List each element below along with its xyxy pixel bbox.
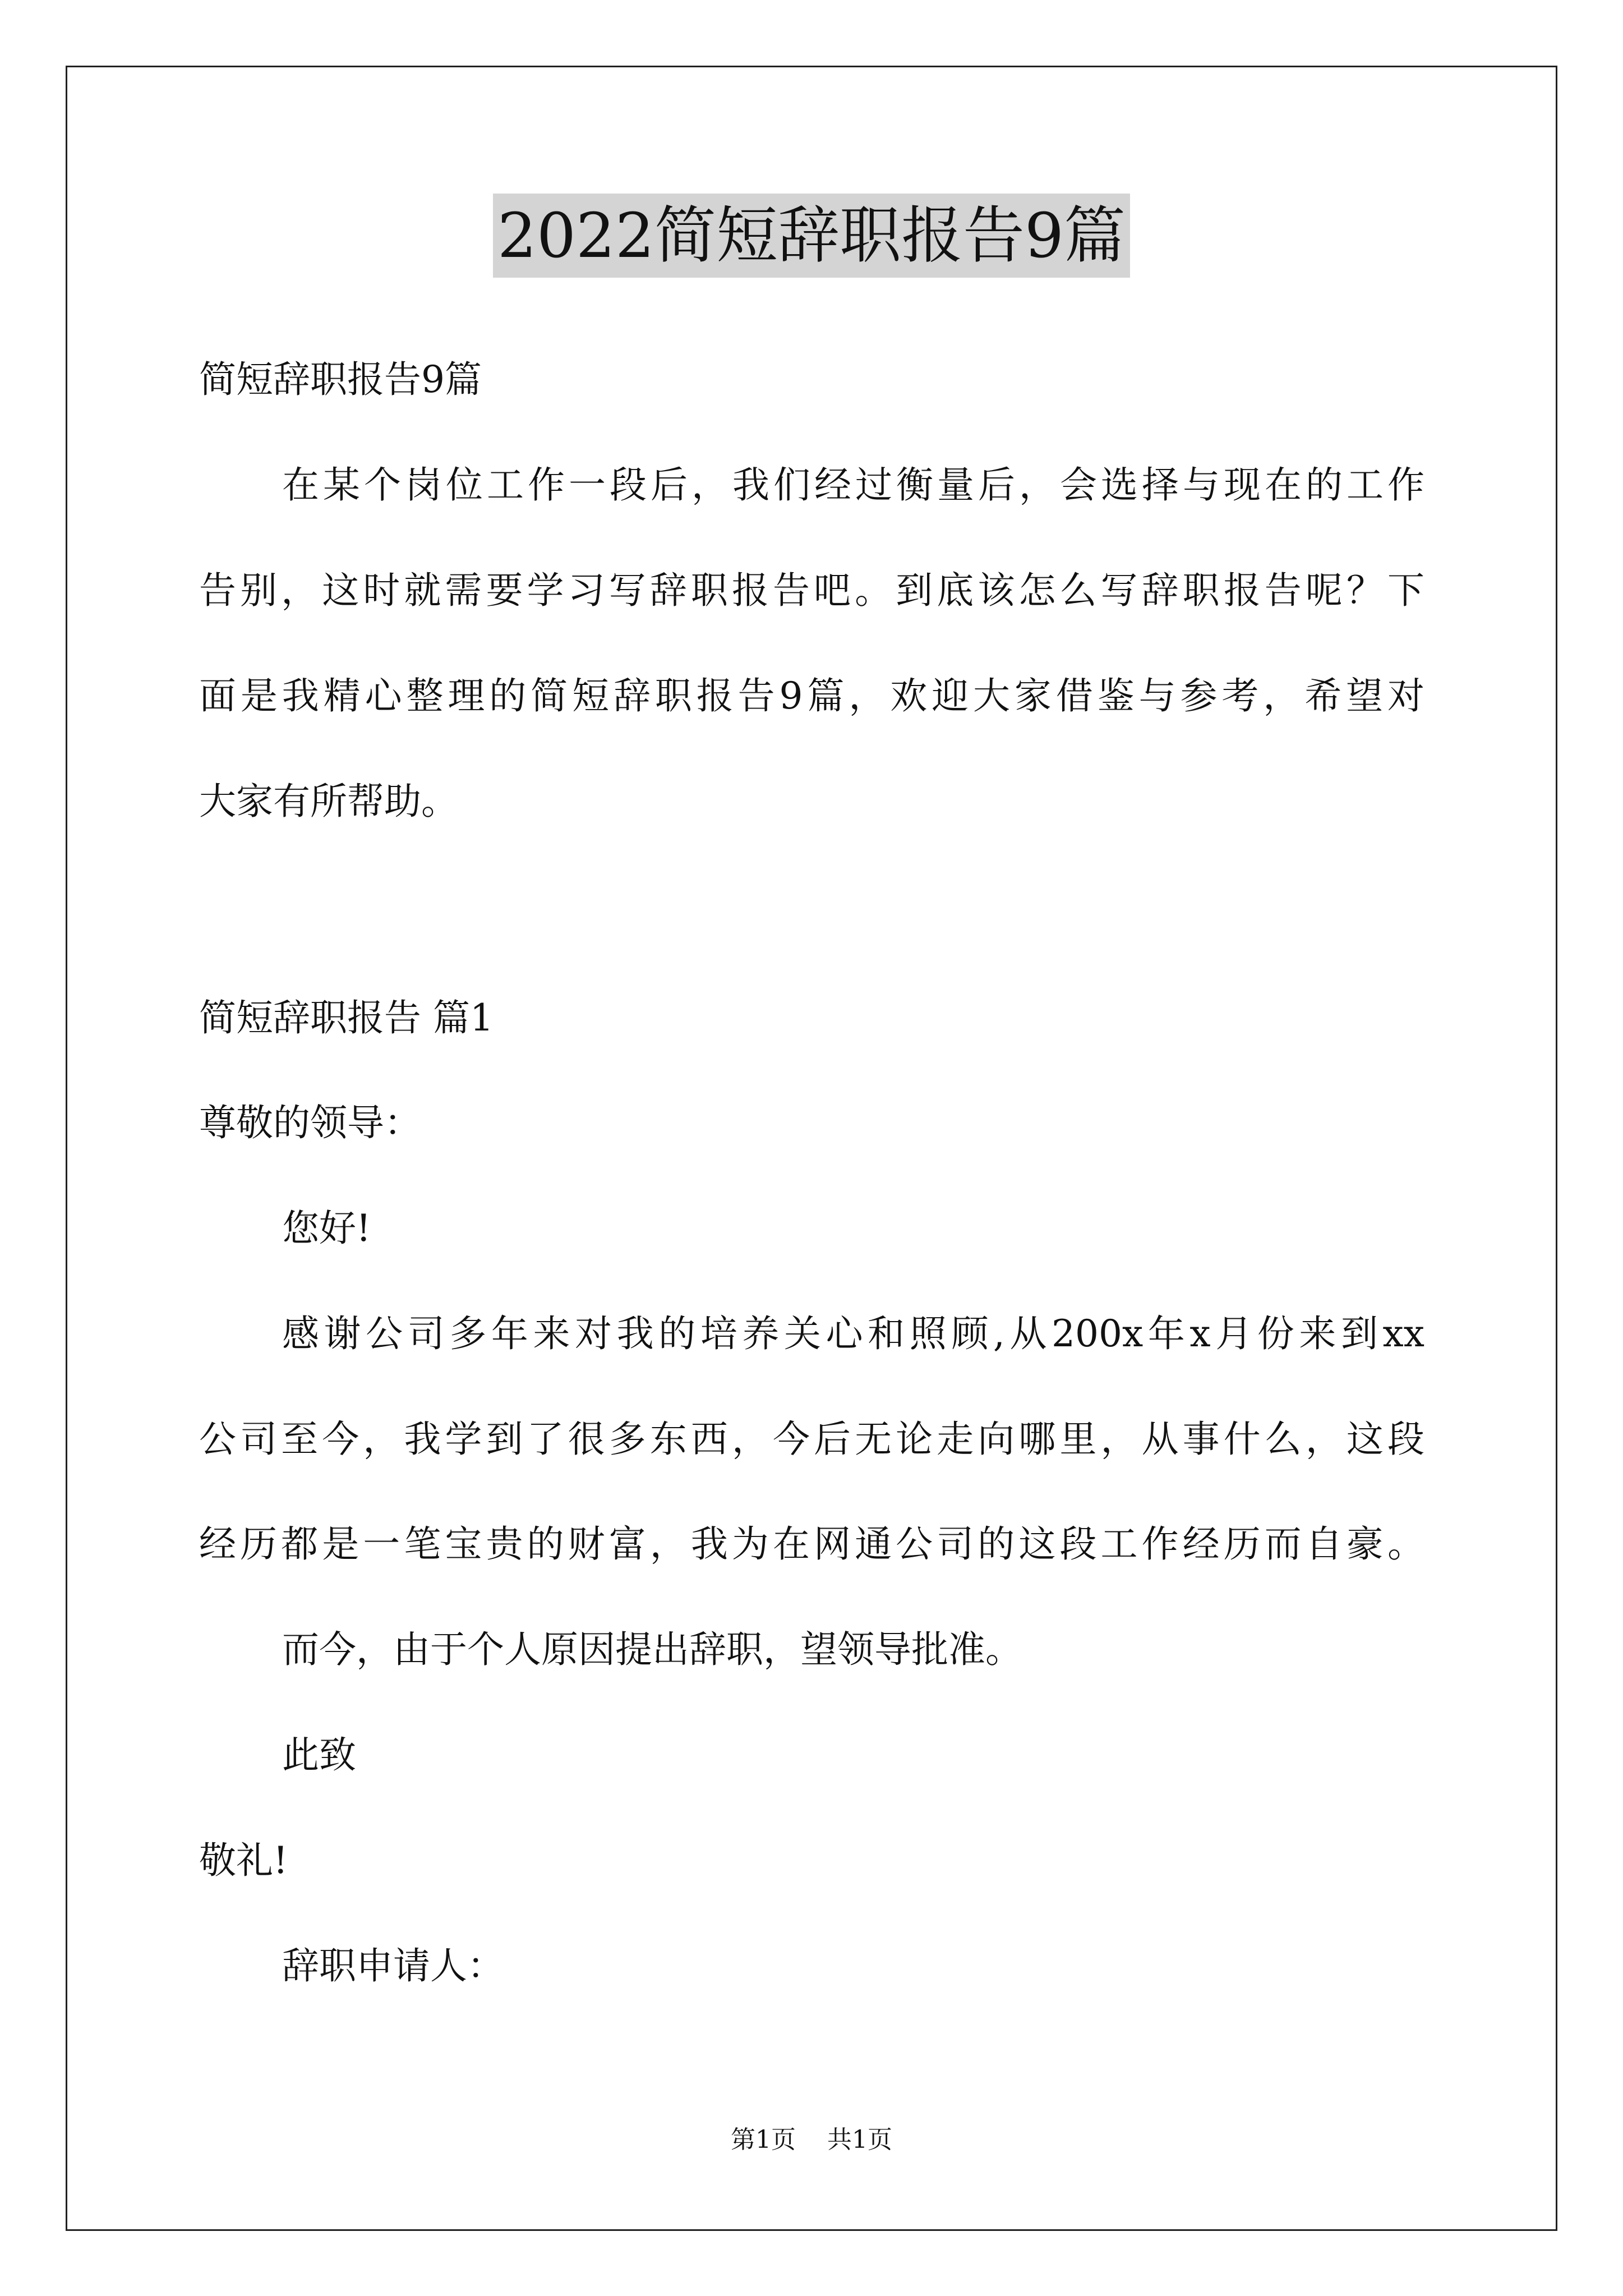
- intro-line-1: 在某个岗位工作一段后，我们经过衡量后，会选择与现在的工作: [282, 463, 1424, 507]
- closing-line-1: 此致: [282, 1733, 356, 1777]
- document-subtitle: 简短辞职报告9篇: [199, 358, 482, 401]
- page-number-total: 共1页: [827, 2125, 892, 2154]
- page-footer: [0, 2123, 1623, 2157]
- closing-line-2: 敬礼!: [199, 1839, 288, 1882]
- para1-line-1: 感谢公司多年来对我的培养关心和照顾,从200x年x月份来到xx: [282, 1312, 1424, 1355]
- para1-line-2: 公司至今，我学到了很多东西，今后无论走向哪里，从事什么，这段: [199, 1418, 1424, 1461]
- intro-line-3: 面是我精心整理的简短辞职报告9篇，欢迎大家借鉴与参考，希望对: [199, 674, 1424, 717]
- title-container: [0, 194, 1623, 278]
- signature-line: 辞职申请人：: [282, 1944, 504, 1987]
- section-heading: 简短辞职报告 篇1: [199, 996, 494, 1039]
- para2: 而今，由于个人原因提出辞职，望领导批准。: [282, 1628, 1022, 1671]
- intro-line-4: 大家有所帮助。: [199, 780, 458, 823]
- salutation: 尊敬的领导：: [199, 1101, 421, 1144]
- document-title: 2022简短辞职报告9篇: [493, 194, 1130, 278]
- intro-line-2: 告别，这时就需要学习写辞职报告吧。到底该怎么写辞职报告呢？下: [199, 569, 1424, 612]
- page-number-current: 第1页: [731, 2125, 796, 2154]
- para1-line-3: 经历都是一笔宝贵的财富，我为在网通公司的这段工作经历而自豪。: [199, 1522, 1424, 1566]
- greeting: 您好!: [282, 1207, 371, 1250]
